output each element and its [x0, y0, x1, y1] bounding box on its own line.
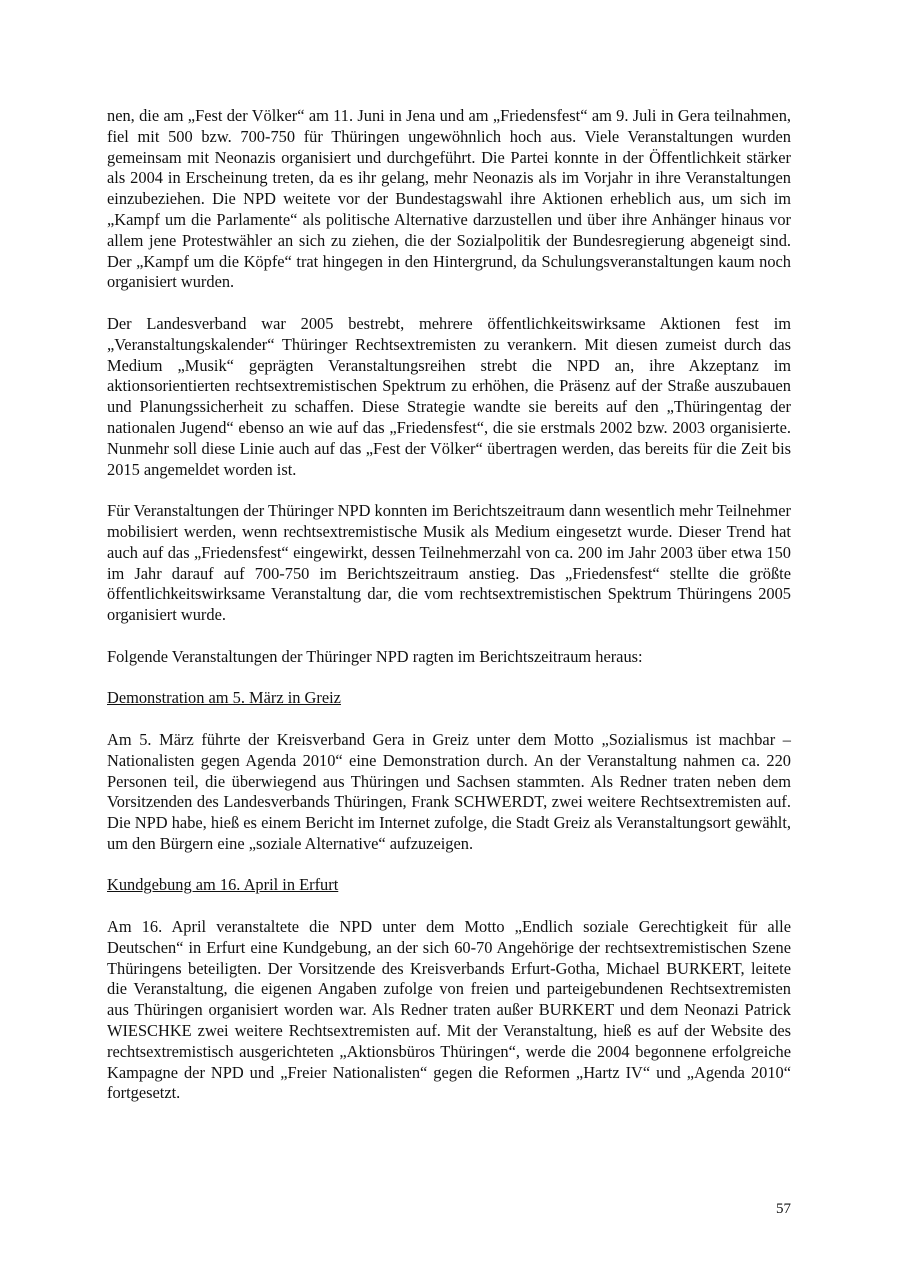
- paragraph-1: nen, die am „Fest der Völker“ am 11. Juni in Jena und am „Friedensfest“ am 9. Juli in Gera teilnahmen, fiel mit 500 bzw. 700-750 für Thüringen ungewöhnlich hoch aus. Viele Veranstaltungen wurden gemeinsam mit Neonazis organisiert und durchgeführt. Die Partei konnte in der Öffentlichkeit stärker als 2004 in Erscheinung treten, da es ihr gelang, mehr Neonazis als im Vorjahr in ihre Veranstaltungen einzubeziehen. Die NPD weitete vor der Bundestagswahl ihre Aktionen erheblich aus, um sich im „Kampf um die Parlamente“ als politische Alternative darzustellen und über ihre Anhänger hinaus vor allem jene Protestwähler an sich zu ziehen, die der Sozialpolitik der Bundesregierung abgeneigt sind. Der „Kampf um die Köpfe“ trat hingegen in den Hintergrund, da Schulungsveranstaltungen kaum noch organisiert wurden.: [107, 106, 791, 292]
- paragraph-3: Für Veranstaltungen der Thüringer NPD konnten im Berichtszeitraum dann wesentlich mehr Teilnehmer mobilisiert werden, wenn rechtsextremistische Musik als Medium eingesetzt wurde. Dieser Trend hat auch auf das „Friedensfest“ eingewirkt, dessen Teilnehmerzahl von ca. 200 im Jahr 2003 über etwa 150 im Jahr darauf auf 700-750 im Berichtszeitraum anstieg. Das „Friedensfest“ stellte die größte öffentlichkeitswirksame Veranstaltung dar, die vom rechtsextremistischen Spektrum Thüringens 2005 organisiert wurde.: [107, 501, 791, 625]
- section-heading-greiz: Demonstration am 5. März in Greiz: [107, 688, 341, 708]
- document-page: [107, 106, 791, 1125]
- section-body-greiz: Am 5. März führte der Kreisverband Gera in Greiz unter dem Motto „Sozialismus ist machbar – Nationalisten gegen Agenda 2010“ eine Demonstration durch. An der Veranstaltung nahmen ca. 220 Personen teil, die überwiegend aus Thüringen und Sachsen stammten. Als Redner traten neben dem Vorsitzenden des Landesverbands Thüringen, Frank SCHWERDT, zwei weitere Rechtsextremisten auf. Die NPD habe, hieß es einem Bericht im Internet zufolge, die Stadt Greiz als Veranstaltungsort gewählt, um den Bürgern eine „soziale Alternative“ aufzuzeigen.: [107, 729, 791, 853]
- section-heading-erfurt: Kundgebung am 16. April in Erfurt: [107, 875, 339, 895]
- page-number: 57: [776, 1201, 791, 1217]
- paragraph-2: Der Landesverband war 2005 bestrebt, mehrere öffentlichkeitswirksame Aktionen fest im „Veranstaltungskalender“ Thüringer Rechtsextremisten zu verankern. Mit diesen zumeist durch das Medium „Musik“ geprägten Veranstaltungsreihen strebt die NPD an, ihre Akzeptanz im aktionsorientierten rechtsextremistischen Spektrum zu erhöhen, die Präsenz auf der Straße auszubauen und Planungssicherheit zu schaffen. Diese Strategie wandte sie bereits auf den „Thüringentag der nationalen Jugend“ ebenso an wie auf das „Friedensfest“, die sie erstmals 2002 bzw. 2003 organisierte. Nunmehr soll diese Linie auch auf das „Fest der Völker“ übertragen werden, das bereits für die Zeit bis 2015 angemeldet worden ist.: [107, 313, 791, 479]
- paragraph-4: Folgende Veranstaltungen der Thüringer NPD ragten im Berichtszeitraum heraus:: [107, 646, 643, 666]
- section-body-erfurt: Am 16. April veranstaltete die NPD unter dem Motto „Endlich soziale Gerechtigkeit für alle Deutschen“ in Erfurt eine Kundgebung, an der sich 60-70 Angehörige der rechtsextremistischen Szene Thüringens beteiligten. Der Vorsitzende des Kreisverbands Erfurt-Gotha, Michael BURKERT, leitete die Veranstaltung, die eigenen Angaben zufolge von freien und parteigebundenen Rechtsextremisten aus Thüringen organisiert worden war. Als Redner traten außer BURKERT und dem Neonazi Patrick WIESCHKE zwei weitere Rechtsextremisten auf. Mit der Veranstaltung, hieß es auf der Website des rechtsextremistisch ausgerichteten „Aktionsbüros Thüringen“, werde die 2004 begonnene erfolgreiche Kampagne der NPD und „Freier Nationalisten“ gegen die Reformen „Hartz IV“ und „Agenda 2010“ fortgesetzt.: [107, 917, 791, 1103]
